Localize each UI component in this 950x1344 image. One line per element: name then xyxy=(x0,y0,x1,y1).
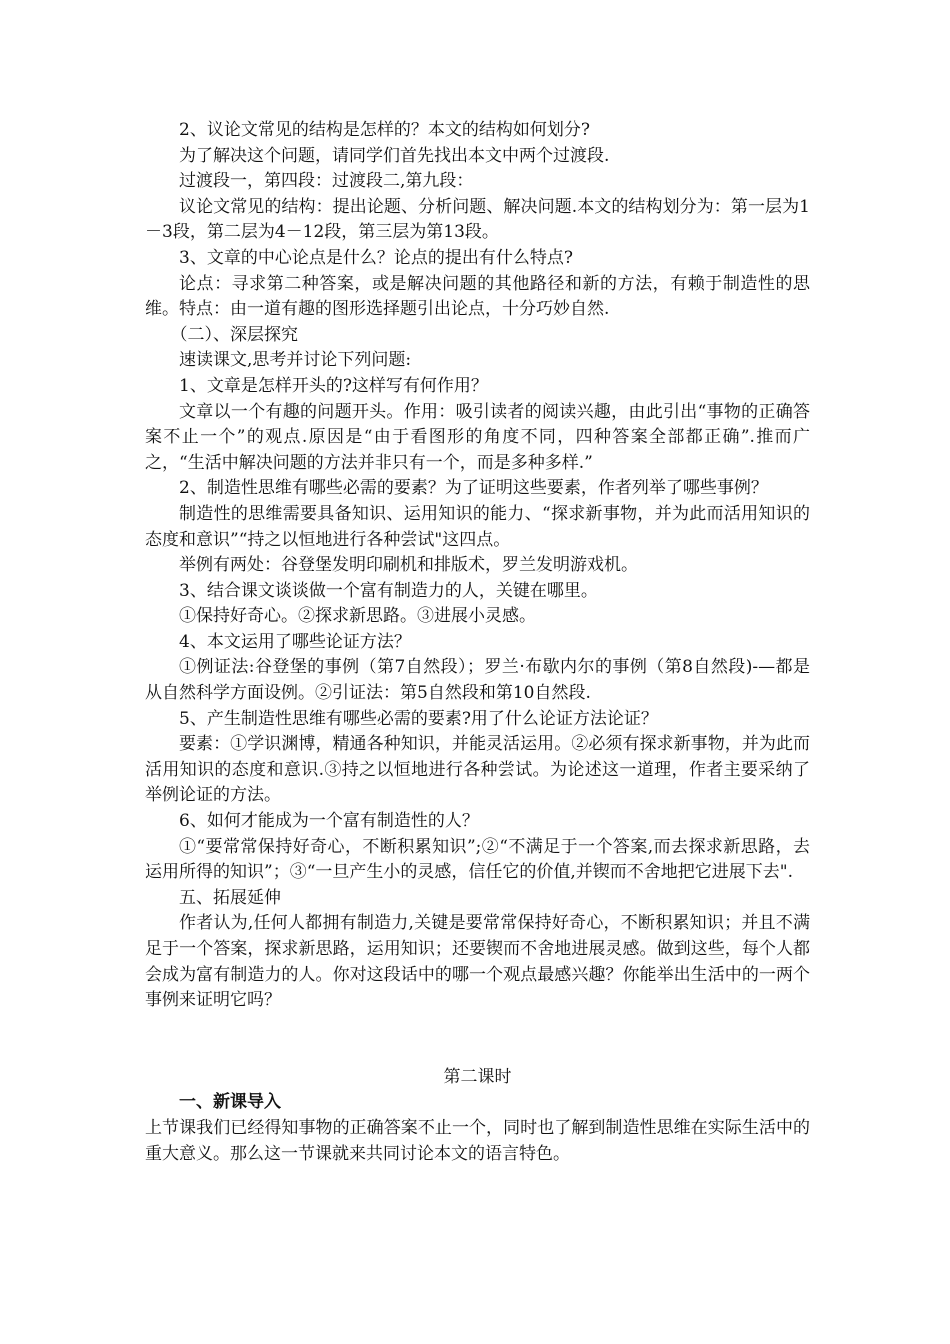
question-opening: 1、文章是怎样开头的?这样写有何作用？ xyxy=(179,375,488,396)
paragraph: 为了解决这个问题，请同学们首先找出本文中两个过渡段. xyxy=(179,145,610,166)
document-page xyxy=(145,118,810,1167)
question-elements: 2、制造性思维有哪些必需的要素？为了证明这些要素，作者列举了哪些事例？ xyxy=(179,478,768,499)
section-heading-extension: 五、拓展延伸 xyxy=(179,887,281,908)
lesson-title: 第二课时 xyxy=(443,1066,512,1087)
answer-paragraph: 文章以一个有趣的问题开头。作用：吸引读者的阅读兴趣，由此引出“事物的正确答案不止一个”的观点.原因是“由于看图形的角度不同，四种答案全部都正确”.推而广之，“生活中解决问题的方法并非只有一个，而是多种多样.” xyxy=(145,401,810,473)
spacer xyxy=(145,1014,810,1065)
question-key: 3、结合课文谈谈做一个富有制造力的人，关键在哪里。 xyxy=(179,580,598,601)
answer-paragraph: ①保持好奇心。②探求新思路。③进展小灵感。 xyxy=(179,606,536,627)
question-requirements: 5、产生制造性思维有哪些必需的要素?用了什么论证方法论证？ xyxy=(179,708,658,729)
answer-paragraph: 要素：①学识渊博，精通各种知识，并能灵活运用。②必须有探求新事物，并为此而活用知识的态度和意识.③持之以恒地进行各种尝试。为论述这一道理，作者主要采纳了举例论证的方法。 xyxy=(145,734,810,806)
paragraph: 作者认为,任何人都拥有制造力,关键是要常常保持好奇心，不断积累知识；并且不满足于一个答案，探求新思路，运用知识；还要锲而不舍地进展灵感。做到这些，每个人都会成为富有制造力的人。你对这段话中的哪一个观点最感兴趣？你能举出生活中的一两个事例来证明它吗？ xyxy=(145,913,810,1011)
paragraph: 举例有两处：谷登堡发明印刷机和排版术，罗兰发明游戏机。 xyxy=(179,555,638,576)
intro-paragraph: 上节课我们已经得知事物的正确答案不止一个，同时也了解到制造性思维在实际生活中的重大意义。那么这一节课就来共同讨论本文的语言特色。 xyxy=(145,1117,810,1164)
question-central-thesis: 3、文章的中心论点是什么？论点的提出有什么特点? xyxy=(179,247,573,268)
section-heading-new-lesson: 一、新课导入 xyxy=(179,1092,281,1113)
section-heading-deep-exploration: （二）、深层探究 xyxy=(170,324,298,345)
answer-paragraph: ①例证法:谷登堡的事例（第7自然段）；罗兰·布歇内尔的事例（第8自然段)-—都是从自然科学方面设例。②引证法：第5自然段和第10自然段. xyxy=(145,657,810,704)
answer-paragraph: 议论文常见的结构：提出论题、分析问题、解决问题.本文的结构划分为：第一层为1－3段，第二层为4－12段，第三层为第13段。 xyxy=(145,196,810,243)
paragraph: 过渡段一，第四段：过渡段二,第九段： xyxy=(179,171,474,192)
answer-paragraph: 论点：寻求第二种答案，或是解决问题的其他路径和新的方法，有赖于制造性的思维。特点：由一道有趣的图形选择题引出论点，十分巧妙自然. xyxy=(145,273,810,320)
question-structure: 2、议论文常见的结构是怎样的？本文的结构如何划分? xyxy=(179,120,590,140)
answer-paragraph: 制造性的思维需要具备知识、运用知识的能力、“探求新事物，并为此而活用知识的态度和意识”“持之以恒地进行各种尝试"这四点。 xyxy=(145,503,810,550)
question-how-to-become: 6、如何才能成为一个富有制造性的人？ xyxy=(179,811,479,832)
paragraph: 速读课文,思考并讨论下列问题: xyxy=(179,350,412,371)
answer-paragraph: ①“要常常保持好奇心，不断积累知识”;②“不满足于一个答案,而去探求新思路，去运用所得的知识”；③“一旦产生小的灵感，信任它的价值,并锲而不舍地把它进展下去". xyxy=(145,836,810,883)
question-methods: 4、本文运用了哪些论证方法？ xyxy=(179,631,411,652)
